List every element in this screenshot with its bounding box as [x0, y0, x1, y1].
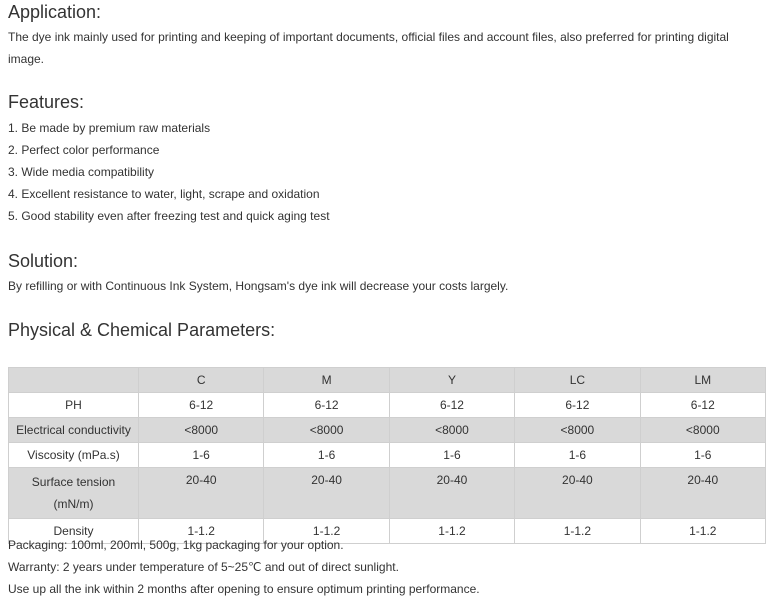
table-cell: 20-40: [264, 468, 389, 519]
table-cell: 1-1.2: [139, 519, 264, 544]
list-item: 5. Good stability even after freezing test and quick aging test: [8, 209, 330, 223]
table-cell: 6-12: [264, 393, 389, 418]
application-heading: Application:: [8, 2, 102, 22]
table-cell: 20-40: [389, 468, 514, 519]
table-row: [9, 468, 766, 519]
row-label: Viscosity (mPa.s): [9, 443, 139, 468]
table-cell: 1-6: [139, 443, 264, 468]
parameters-table: [8, 367, 766, 544]
table-cell: 1-1.2: [640, 519, 765, 544]
table-cell: 1-6: [389, 443, 514, 468]
application-text: The dye ink mainly used for printing and keeping of important documents, official files and account files, also preferred for printing digital image.: [8, 30, 729, 66]
parameters-heading: Physical & Chemical Parameters:: [8, 320, 276, 340]
table-row: [9, 418, 766, 443]
list-item: 2. Perfect color performance: [8, 143, 160, 157]
table-cell: 6-12: [139, 393, 264, 418]
row-label: Electrical conductivity: [9, 418, 139, 443]
table-cell: 6-12: [640, 393, 765, 418]
table-cell: 1-1.2: [264, 519, 389, 544]
table-cell: 20-40: [515, 468, 640, 519]
features-heading: Features:: [8, 92, 85, 112]
table-cell: 1-1.2: [389, 519, 514, 544]
packaging-note: Packaging: 100ml, 200ml, 500g, 1kg packaging for your option.: [8, 538, 344, 552]
table-cell: 1-6: [264, 443, 389, 468]
list-item: 3. Wide media compatibility: [8, 165, 155, 179]
features-list: [8, 117, 330, 227]
solution-heading: Solution:: [8, 251, 79, 271]
warranty-note: Warranty: 2 years under temperature of 5~25℃ and out of direct sunlight.: [8, 560, 399, 574]
list-item: 4. Excellent resistance to water, light, scrape and oxidation: [8, 187, 320, 201]
table-header-cell: C: [139, 368, 264, 393]
table-cell: 6-12: [515, 393, 640, 418]
table-cell: <8000: [264, 418, 389, 443]
table-cell: <8000: [515, 418, 640, 443]
usage-note: Use up all the ink within 2 months after opening to ensure optimum printing performance.: [8, 582, 480, 596]
row-label: Surface tension (mN/m): [9, 468, 139, 519]
table-header-cell: LM: [640, 368, 765, 393]
table-cell: 20-40: [139, 468, 264, 519]
table-row: [9, 393, 766, 418]
table-header-cell: Y: [389, 368, 514, 393]
table-cell: 1-1.2: [515, 519, 640, 544]
table-header-cell: [9, 368, 139, 393]
table-cell: 1-6: [515, 443, 640, 468]
row-label: PH: [9, 393, 139, 418]
table-header-cell: LC: [515, 368, 640, 393]
solution-text: By refilling or with Continuous Ink System, Hongsam's dye ink will decrease your costs largely.: [8, 279, 509, 293]
table-cell: 1-6: [640, 443, 765, 468]
table-header-row: [9, 368, 766, 393]
list-item: 1. Be made by premium raw materials: [8, 121, 211, 135]
table-header-cell: M: [264, 368, 389, 393]
table-cell: <8000: [139, 418, 264, 443]
table-cell: 6-12: [389, 393, 514, 418]
table-cell: <8000: [389, 418, 514, 443]
notes: [8, 534, 480, 600]
row-label: Density: [9, 519, 139, 544]
table-cell: 20-40: [640, 468, 765, 519]
table-cell: <8000: [640, 418, 765, 443]
table-row: [9, 443, 766, 468]
